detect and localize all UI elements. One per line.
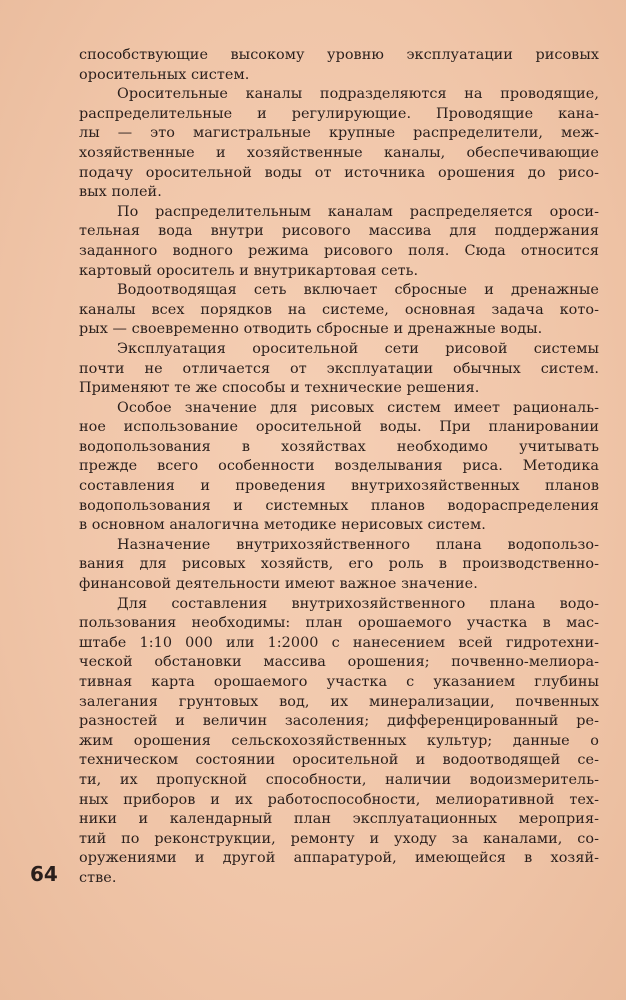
text-line: оросительных систем. [79, 66, 250, 83]
text-line: стве. [79, 869, 117, 886]
text-line: способствующие высокому уровню эксплуатации рисовых [79, 47, 599, 63]
text-line: лы — это магистральные крупные распределители, меж- [79, 125, 599, 142]
text-line: Эксплуатация оросительной сети рисовой системы [117, 340, 599, 357]
text-line: распределительные и регулирующие. Проводящие кана- [79, 105, 599, 122]
text-line: ники и календарный план эксплуатационных мероприя- [79, 811, 599, 828]
text-line: Оросительные каналы подразделяются на проводящие, [117, 86, 599, 103]
text-line: в основном аналогична методике нерисовых систем. [79, 517, 486, 534]
text-line: залегания грунтовых вод, их минерализации, почвенных [79, 693, 599, 710]
text-line: картовый ороситель и внутрикартовая сеть. [79, 262, 419, 279]
page-number: 64 [30, 862, 58, 886]
text-line: Водоотводящая сеть включает сбросные и дренажные [117, 282, 599, 299]
text-line: каналы всех порядков на системе, основная задача кото- [79, 301, 599, 318]
text-line: заданного водного режима рисового поля. Сюда относится [79, 242, 599, 259]
text-line: ти, их пропускной способности, наличии водоизмеритель- [79, 771, 599, 788]
text-line: жим орошения сельскохозяйственных культур; данные о [79, 732, 599, 749]
text-line: штабе 1:10 000 или 1:2000 с нанесением всей гидротехни- [79, 634, 599, 651]
text-line: пользования необходимы: план орошаемого участка в мас- [79, 615, 599, 632]
text-line: водопользования в хозяйствах необходимо учитывать [79, 438, 599, 455]
text-line: Для составления внутрихозяйственного плана водо- [117, 595, 599, 612]
text-line: подачу оросительной воды от источника орошения до рисо- [79, 164, 599, 181]
text-line: тий по реконструкции, ремонту и уходу за каналами, со- [79, 830, 599, 847]
text-line: вых полей. [79, 184, 162, 201]
body-text [79, 46, 599, 889]
text-line: Назначение внутрихозяйственного плана водопользо- [117, 536, 599, 553]
text-line: разностей и величин засоления; дифференцированный ре- [79, 713, 599, 730]
text-line: ческой обстановки массива орошения; почвенно-мелиора- [79, 654, 599, 671]
text-line: Применяют те же способы и технические решения. [79, 380, 480, 397]
text-line: По распределительным каналам распределяется ороси- [117, 203, 599, 220]
text-line: оружениями и другой аппаратурой, имеющейся в хозяй- [79, 850, 599, 867]
text-line: вания для рисовых хозяйств, его роль в производственно- [79, 556, 599, 573]
text-line: финансовой деятельности имеют важное значение. [79, 576, 478, 593]
text-line: техническом состоянии оросительной и водоотводящей се- [79, 752, 599, 769]
text-line: составления и проведения внутрихозяйственных планов [79, 478, 599, 495]
text-line: хозяйственные и хозяйственные каналы, обеспечивающие [79, 144, 599, 161]
text-line: прежде всего особенности возделывания риса. Методика [79, 458, 599, 475]
text-line: рых — своевременно отводить сбросные и дренажные воды. [79, 321, 543, 338]
text-line: ных приборов и их работоспособности, мелиоративной тех- [79, 791, 599, 808]
text-line: почти не отличается от эксплуатации обычных систем. [79, 360, 599, 377]
text-line: ное использование оросительной воды. При планировании [79, 419, 599, 436]
text-line: Особое значение для рисовых систем имеет рациональ- [117, 399, 599, 416]
text-line: тивная карта орошаемого участка с указанием глубины [79, 674, 599, 690]
text-line: водопользования и системных планов водораспределения [79, 497, 599, 514]
text-line: тельная вода внутри рисового массива для поддержания [79, 223, 599, 240]
